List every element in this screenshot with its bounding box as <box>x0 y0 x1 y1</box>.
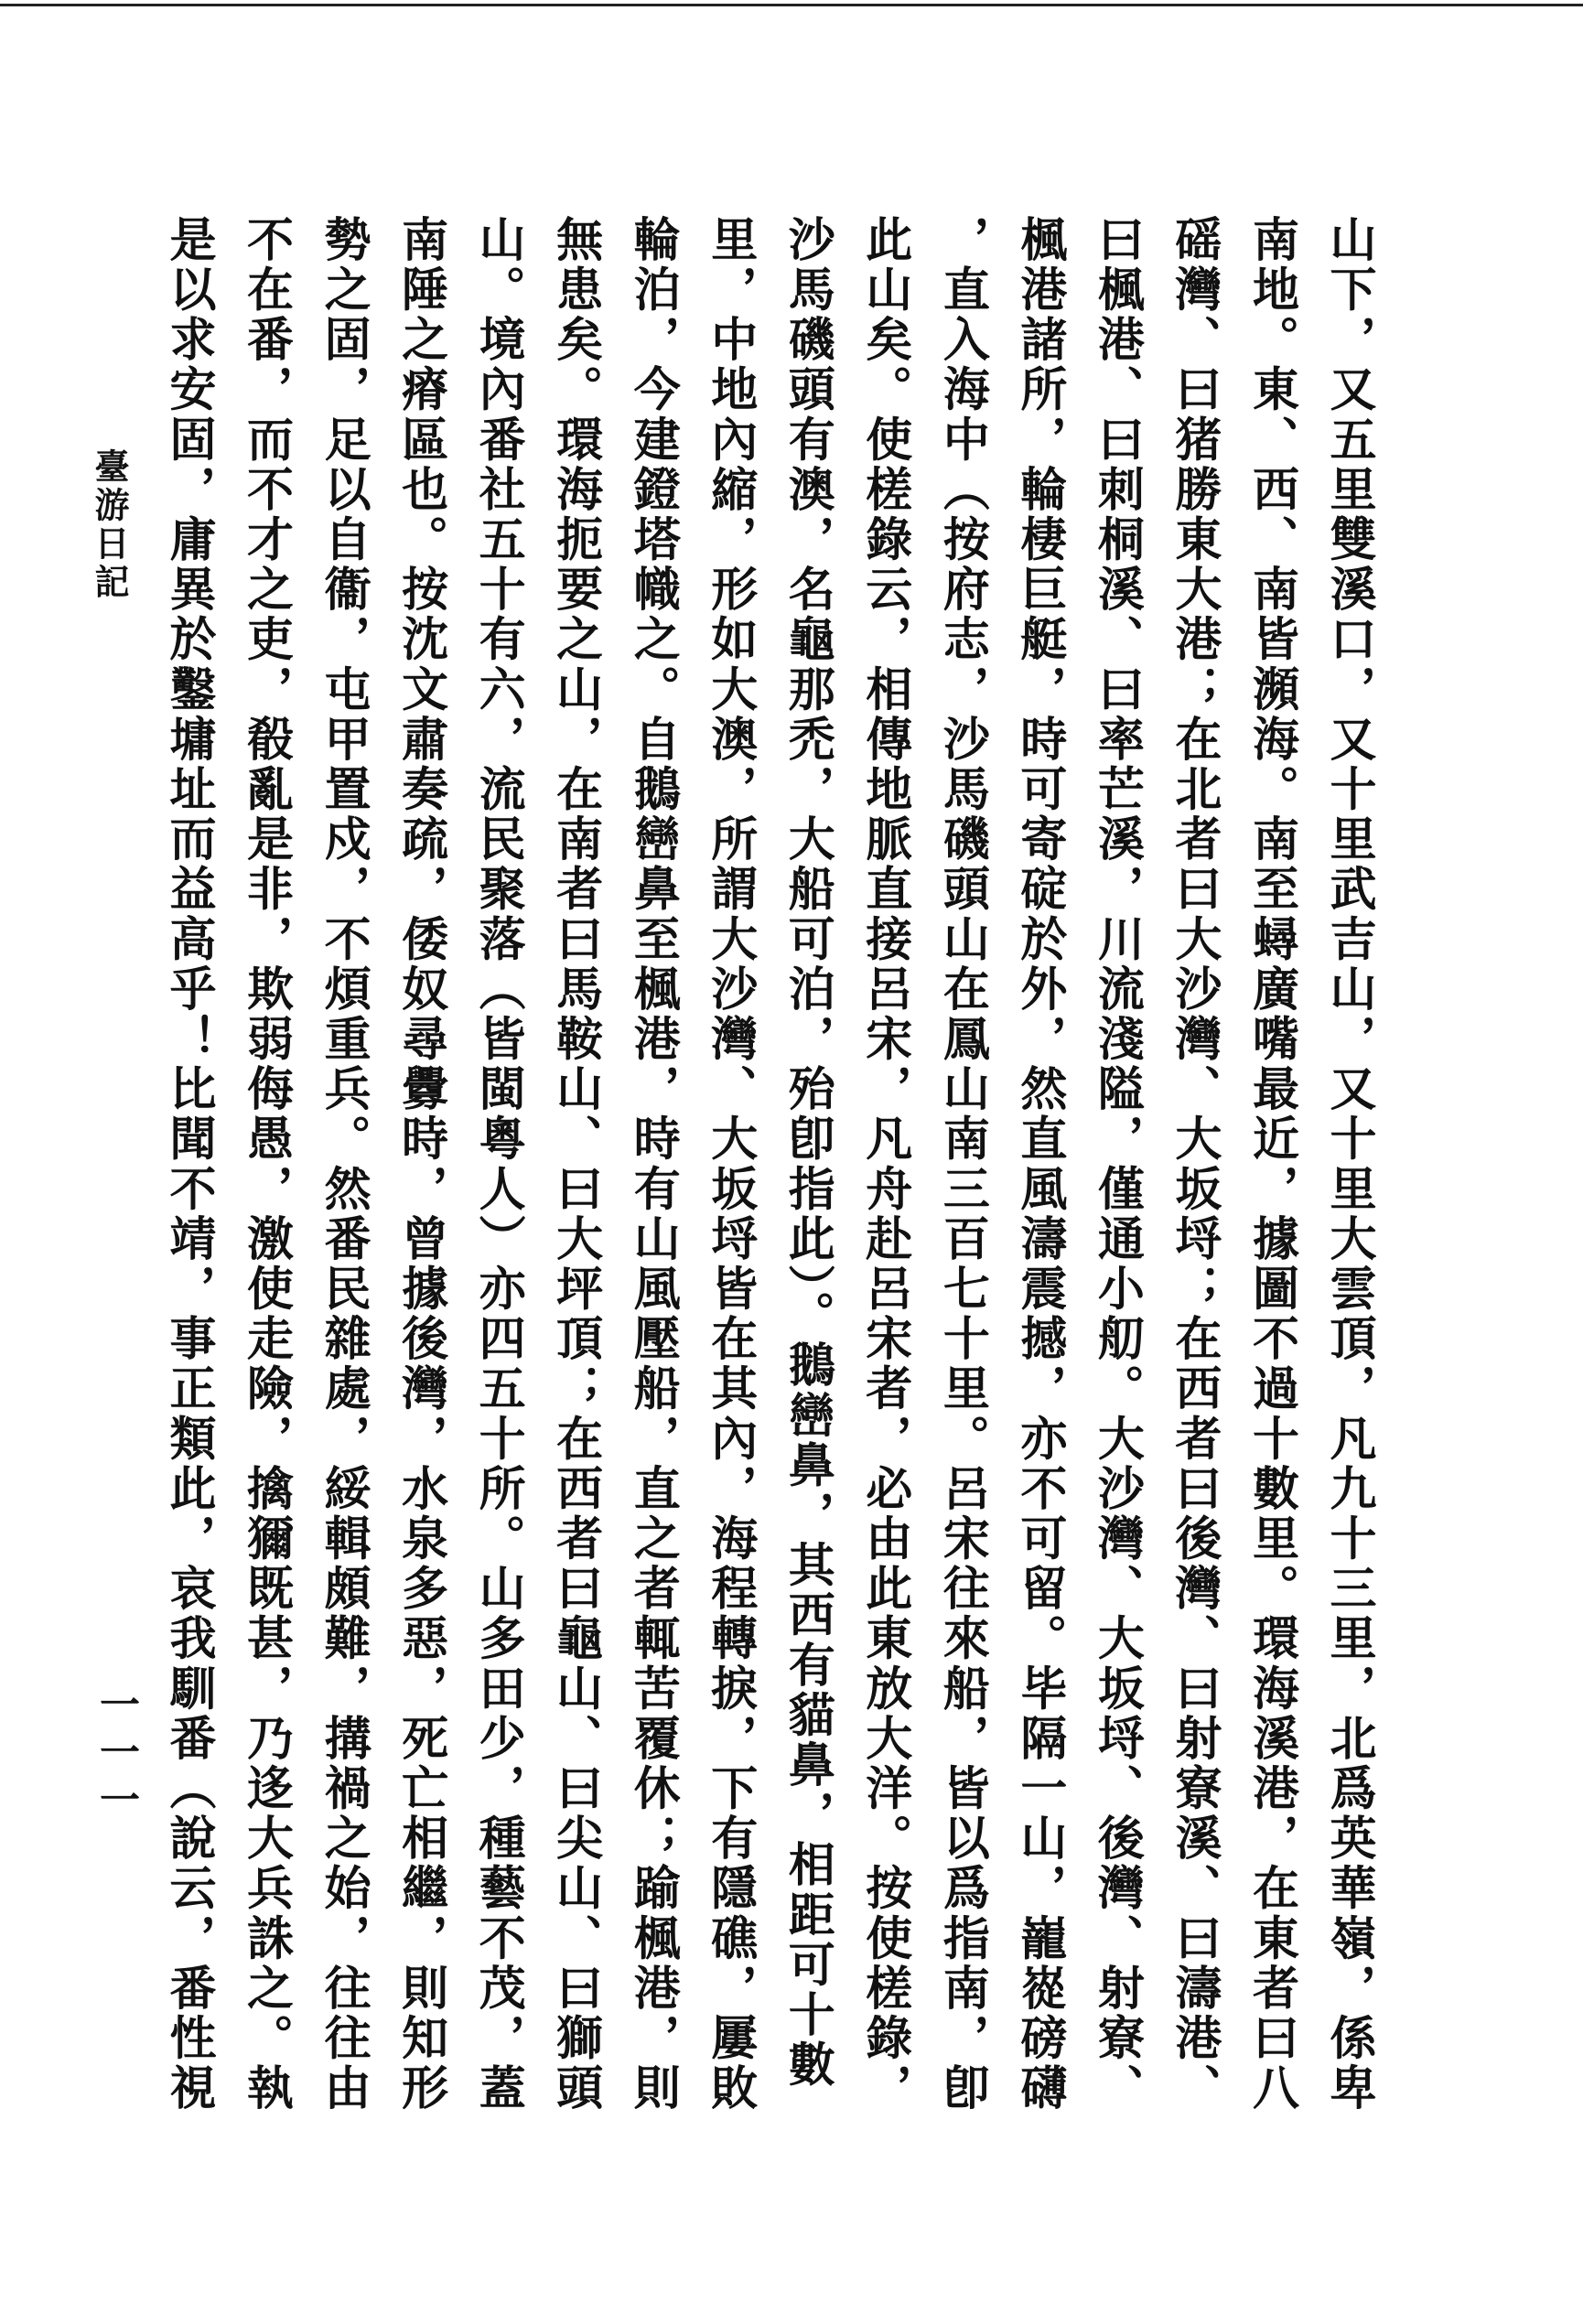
top-border-line <box>0 4 1583 6</box>
text-column: 南陲之瘠區也。按沈文肅奏疏，倭奴尋釁時，曾據後灣，水泉多惡，死亡相繼，則知形 <box>393 215 448 2114</box>
text-column: 沙馬磯頭有澳，名龜那禿，大船可泊，殆卽指此）。鵝巒鼻，其西有貓鼻，相距可十數 <box>780 215 835 2091</box>
text-column: 楓港諸所，輪棲巨艇，時可寄碇於外，然直風濤震撼，亦不可留。毕隔一山，巃嵸磅礴 <box>1011 215 1067 2114</box>
page-number: 一一一 <box>92 1684 139 1826</box>
text-column: 勢之固，足以自衞，屯甲置戍，不煩重兵。然番民雜處，綏輯頗難，搆禍之始，往往由 <box>316 215 372 2114</box>
text-column: 山。境內番社五十有六，流民聚落（皆閩粵人）亦四五十所。山多田少，種藝不茂，蓋 <box>470 215 526 2114</box>
running-title: 臺游日記 <box>89 448 130 602</box>
main-text-block <box>156 215 1382 2146</box>
text-column: 是以求安固，庸異於鑿墉址而益高乎！比聞不靖，事正類此，哀我馴番（說云，番性視 <box>161 215 216 2114</box>
text-column: 無患矣。環海扼要之山，在南者曰馬鞍山、曰大坪頂；在西者曰龜山、曰尖山、曰獅頭 <box>547 215 603 2114</box>
text-column: 輪泊，今建鐙塔幟之。自鵝巒鼻至楓港，時有山風壓船，直之者輒苦覆休；踰楓港，則 <box>625 215 681 2114</box>
text-column: 磘灣、曰猪勝東大港；在北者曰大沙灣、大坂埒；在西者曰後灣、曰射寮溪、曰濤港、 <box>1166 215 1222 2114</box>
text-column: 里，中地內縮，形如大澳，所謂大沙灣、大坂埒皆在其內，海程轉捩，下有隱礁，屢敗 <box>702 215 758 2114</box>
text-column: 南地。東、西、南皆瀕海。南至蟳廣嘴最近，據圖不過十數里。環海溪港，在東者曰八 <box>1244 215 1299 2114</box>
text-column: 不在番，而不才之吏，殽亂是非，欺弱侮愚，激使走險，擒獮既甚，乃迻大兵誅之。執 <box>238 215 294 2114</box>
text-column: 曰楓港、曰刺桐溪、曰率芒溪，川流淺隘，僅通小舠。大沙灣、大坂埒、後灣、射寮、 <box>1089 215 1145 2114</box>
text-column: 山下，又五里雙溪口，又十里武吉山，又十里大雲頂，凡九十三里，北爲英華嶺，係卑 <box>1320 215 1376 2114</box>
text-column: 此山矣。使槎錄云，相傳地脈直接呂宋，凡舟赴呂宋者，必由此東放大洋。按使槎錄， <box>856 215 912 2114</box>
text-column: ，直入海中（按府志，沙馬磯頭山在鳳山南三百七十里。呂宋往來船，皆以爲指南，卽 <box>934 215 990 2114</box>
